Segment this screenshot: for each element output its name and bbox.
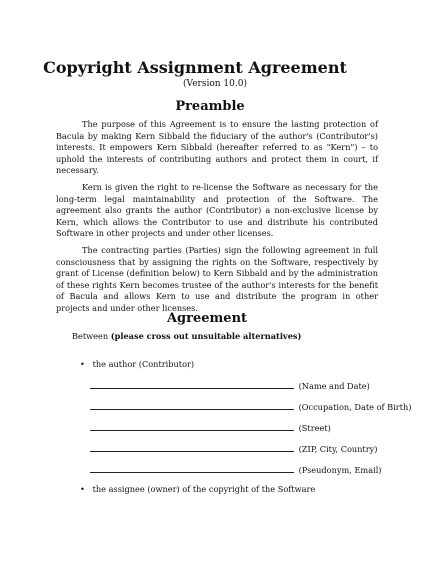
between-line: [72, 331, 301, 341]
between-note: (please cross out unsuitable alternatives): [110, 331, 302, 341]
document-title: Copyright Assignment Agreement: [43, 58, 347, 77]
field-pseudonym-email[interactable]: [90, 464, 382, 476]
preamble-heading: Preamble: [175, 99, 245, 114]
preamble-paragraph-1: The purpose of this Agreement is to ensure the lasting protection of Bacula by making Kern Sibbald the fiduciary of the author's (Contributor's) interests. It empowers Kern Sibbald (hereafter referred to as "Kern") – to uphold the interests of contributing authors and protect them in court, if necessary.: [56, 119, 378, 176]
field-label: (Pseudonym, Email): [298, 465, 382, 475]
field-label: (Street): [298, 423, 331, 433]
between-label: Between: [72, 331, 109, 341]
preamble-paragraph-3: The contracting parties (Parties) sign the following agreement in full consciousness that by assigning the rights on the Software, respectively by grant of License (definition below) to Kern Sibbald and by the administration of these rights Kern becomes trustee of the author's interests for the benefit of Bacula and allows Kern to use and distribute the program in other projects and under other licenses.: [56, 245, 378, 313]
bullet-author: [80, 359, 194, 369]
field-occupation-dob[interactable]: [90, 401, 411, 413]
preamble-paragraph-2: Kern is given the right to re-license the Software as necessary for the long-term legal maintainability and protection of the Software. The agreement also grants the author (Contributor) a non-exclusive license by Kern, which allows the Contributor to use and distribute his contributed Software in other projects and under other licenses.: [56, 182, 378, 239]
blank-line[interactable]: [90, 464, 294, 473]
bullet-assignee: [80, 484, 315, 494]
bullet-icon: •: [80, 484, 85, 494]
blank-line[interactable]: [90, 380, 294, 389]
bullet-assignee-label: the assignee (owner) of the copyright of the Software: [92, 484, 316, 494]
field-zip-city-country[interactable]: [90, 443, 377, 455]
bullet-author-label: the author (Contributor): [92, 359, 195, 369]
blank-line[interactable]: [90, 422, 294, 431]
field-street[interactable]: [90, 422, 331, 434]
blank-line[interactable]: [90, 443, 294, 452]
field-name-date[interactable]: [90, 380, 370, 392]
bullet-icon: •: [80, 359, 85, 369]
field-label: (ZIP, City, Country): [298, 444, 378, 454]
field-label: (Name and Date): [298, 381, 370, 391]
blank-line[interactable]: [90, 401, 294, 410]
agreement-heading: Agreement: [166, 311, 248, 326]
version-label: (Version 10.0): [183, 79, 247, 89]
field-label: (Occupation, Date of Birth): [298, 402, 412, 412]
